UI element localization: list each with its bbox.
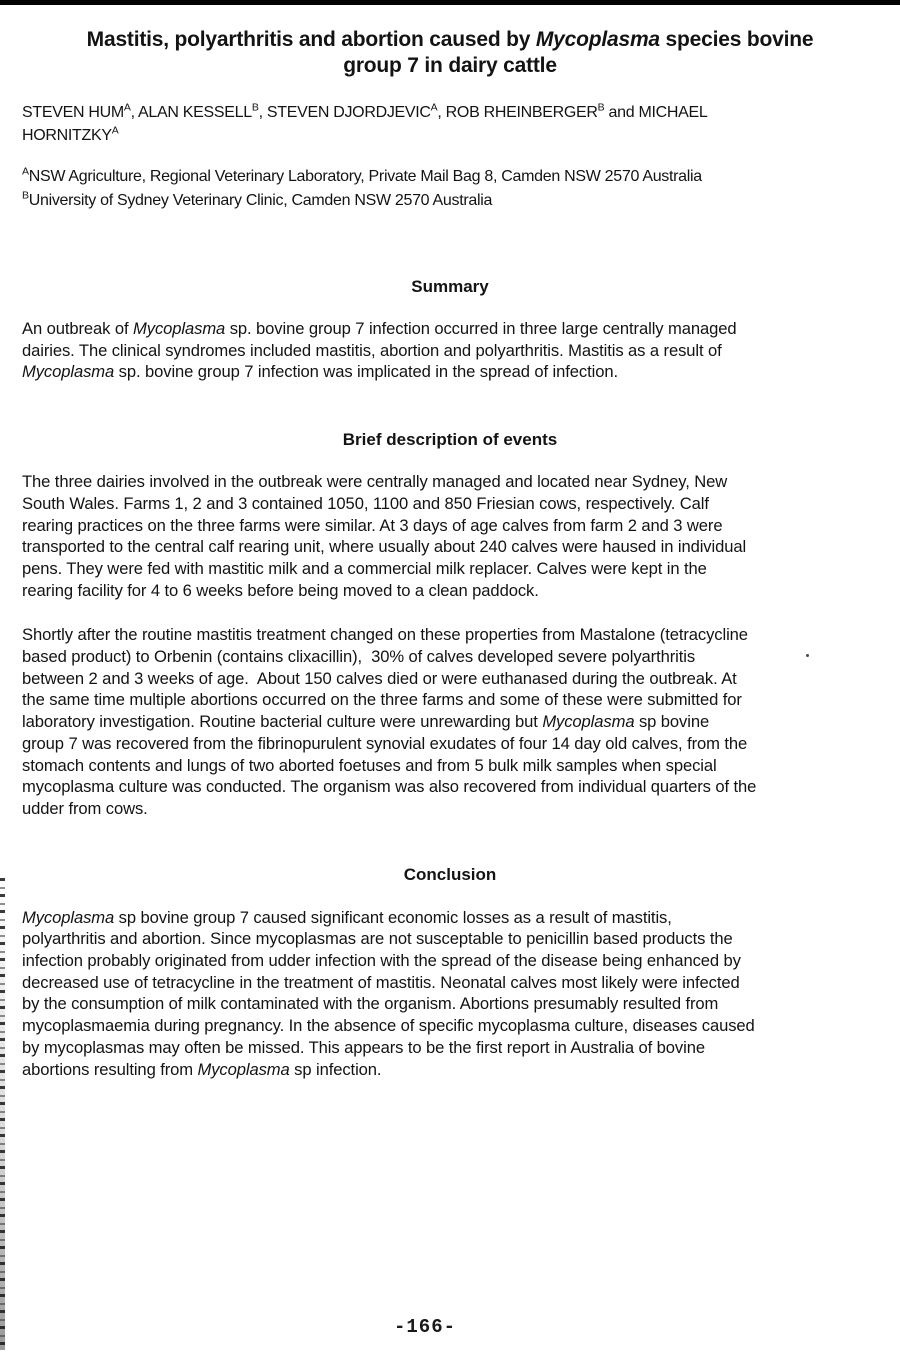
text-line: Mycoplasma sp bovine group 7 caused significant economic losses as a result of mastitis, — [22, 907, 672, 927]
text-line: An outbreak of Mycoplasma sp. bovine group 7 infection occurred in three large centrally managed — [22, 319, 737, 338]
text-line: $^A$NSW Agriculture, Regional Veterinary Laboratory, Private Mail Bag 8, Camden NSW 2570 Australia — [22, 165, 702, 185]
text-line: group 7 in dairy cattle — [343, 54, 557, 77]
conclusion-heading: Conclusion — [403, 864, 497, 884]
text-line: between 2 and 3 weeks of age. About 150 calves died or were euthanased during the outbreak. At — [22, 668, 737, 688]
text-line: by the consumption of milk contaminated with the organism. Abortions presumably resulted from — [22, 994, 719, 1014]
text-line: mycoplasmaemia during pregnancy. In the absence of specific mycoplasma culture, diseases caused — [22, 1016, 755, 1036]
text-line: rearing facility for 4 to 6 weeks before being moved to a clean paddock. — [22, 580, 539, 600]
text-line: $^B$University of Sydney Veterinary Clinic, Camden NSW 2570 Australia — [22, 189, 493, 209]
events-paragraph-2 — [22, 624, 878, 819]
text-line: Mastitis, polyarthritis and abortion caused by Mycoplasma species bovine — [86, 28, 814, 51]
events-paragraph-1 — [22, 471, 878, 601]
text-line: by mycoplasmas may often be missed. This appears to be the first report in Australia of bovine — [22, 1037, 705, 1057]
affiliations — [22, 165, 878, 212]
text-line: decreased use of tetracycline in the treatment of mastitis. Neonatal calves most likely were infected — [22, 972, 740, 992]
text-line: mycoplasma culture was conducted. The organism was also recovered from individual quarters of the — [22, 777, 757, 797]
conclusion-paragraph — [22, 907, 878, 1081]
authors-line — [22, 101, 878, 147]
text-line: polyarthritis and abortion. Since mycoplasmas are not susceptable to penicillin based products the — [22, 929, 733, 949]
events-heading: Brief description of events — [342, 430, 558, 450]
text-line: infection probably originated from udder infection with the spread of the disease being enhanced by — [22, 951, 741, 971]
text-line: The three dairies involved in the outbreak were centrally managed and located near Sydney, New — [22, 472, 728, 492]
text-line: udder from cows. — [22, 798, 148, 818]
text-line: abortions resulting from Mycoplasma sp infection. — [22, 1059, 382, 1079]
text-line: laboratory investigation. Routine bacterial culture were unrewarding but Mycoplasma sp bovine — [22, 712, 710, 732]
text-line: group 7 was recovered from the fibrinopurulent synovial exudates of four 14 day old calves, from the — [22, 733, 748, 753]
text-line: based product) to Orbenin (contains clixacillin), 30% of calves developed severe polyarthritis — [22, 647, 696, 667]
text-line: rearing practices on the three farms were similar. At 3 days of age calves from farm 2 and 3 were — [22, 515, 723, 535]
summary-heading: Summary — [411, 277, 489, 296]
text-line: STEVEN $HUM^A$, ALAN $KESSELL^B$, STEVEN $DJORDJEVIC^A$, ROB $RHEINBERGER^B$ and MICHAEL — [22, 101, 708, 121]
text-line: pens. They were fed with mastitic milk and a commercial milk replacer. Calves were kept in the — [22, 558, 707, 578]
paper-title — [22, 27, 878, 79]
text-line: stomach contents and lungs of two aborted foetuses and from 5 bulk milk samples when special — [22, 755, 717, 775]
page-number: -166- — [393, 1316, 456, 1338]
text-line: $HORNITZKY^A$ — [22, 124, 119, 144]
text-line: transported to the central calf rearing unit, where usually about 240 calves were haused in individual — [22, 537, 747, 557]
document-page — [22, 5, 878, 1080]
summary-paragraph — [22, 318, 878, 383]
scan-artifact-dot — [806, 654, 809, 657]
text-line: Mycoplasma sp. bovine group 7 infection was implicated in the spread of infection. — [22, 362, 618, 382]
text-line: the same time multiple abortions occurred on the three farms and some of these were submitted for — [22, 690, 742, 710]
text-line: Shortly after the routine mastitis treatment changed on these properties from Mastalone (tetracycline — [22, 625, 748, 645]
text-line: South Wales. Farms 1, 2 and 3 contained 1050, 1100 and 850 Friesian cows, respectively. Calf — [22, 493, 709, 513]
text-line: dairies. The clinical syndromes included mastitis, abortion and polyarthritis. Mastitis as a result of — [22, 340, 722, 360]
scan-noise-strip — [0, 878, 5, 1350]
